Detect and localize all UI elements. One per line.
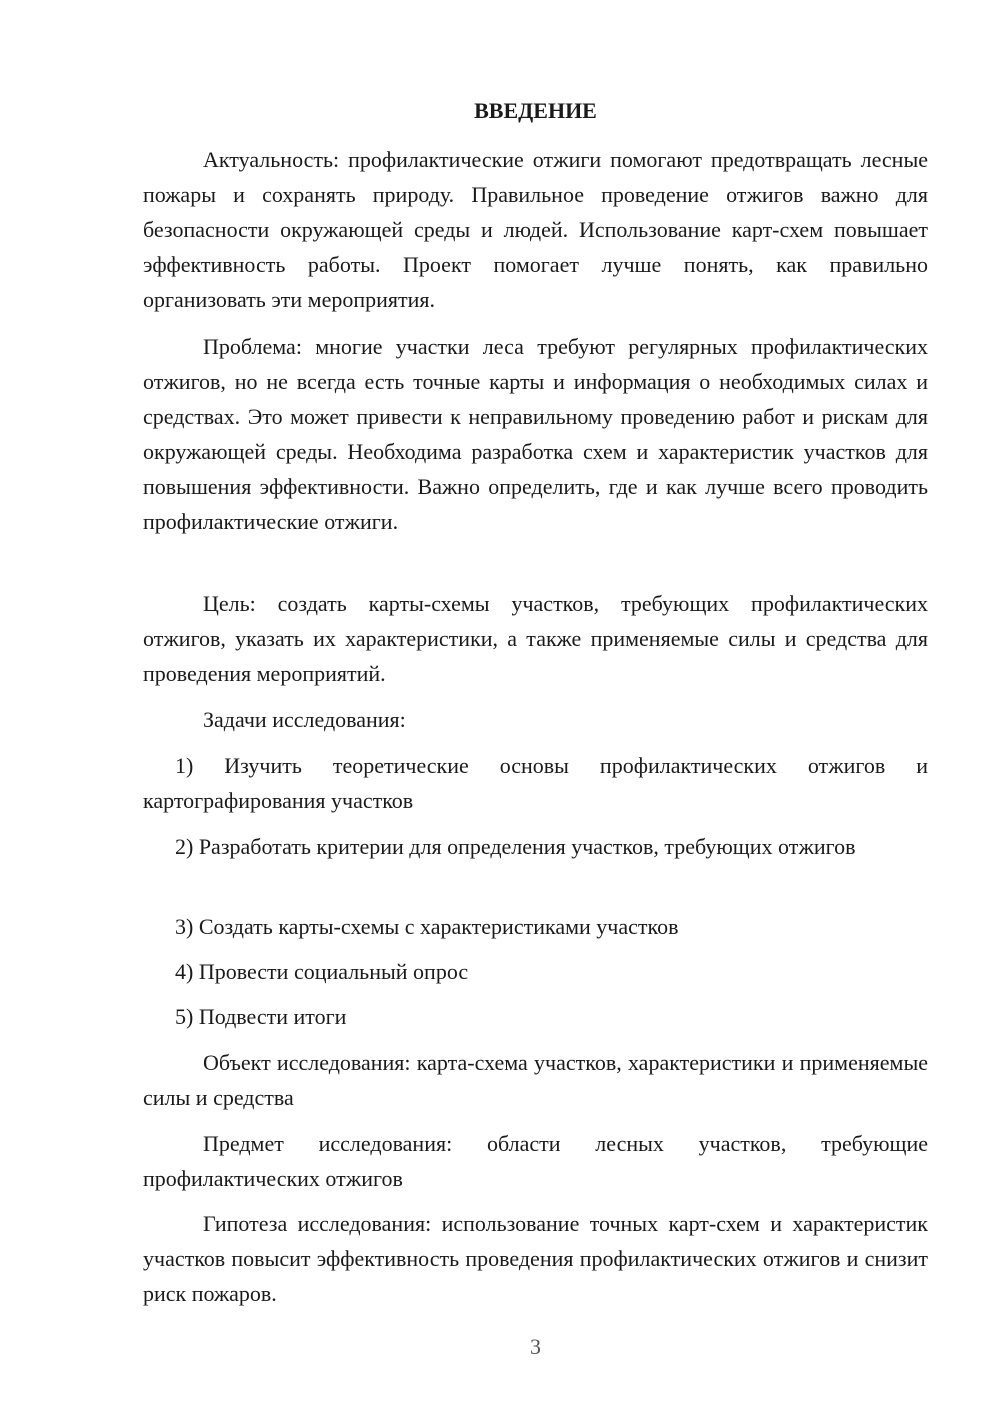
page-number: 3 (530, 1334, 541, 1359)
paragraph-subject: Предмет исследования: области лесных участков, требующие профилактических отжигов (143, 1131, 928, 1191)
task-item-3: 3) Создать карты-схемы с характеристиками участков (175, 914, 679, 939)
task-item-4: 4) Провести социальный опрос (175, 959, 469, 984)
task-item-2: 2) Разработать критерии для определения участков, требующих отжигов (175, 834, 856, 859)
paragraph-object: Объект исследования: карта-схема участков, характеристики и применяемые силы и средства (143, 1050, 928, 1110)
paragraph-hypothesis: Гипотеза исследования: использование точных карт-схем и характеристик участков повысит эффективность проведения профилактических отжигов и снизит риск пожаров. (143, 1211, 928, 1306)
paragraph-goal: Цель: создать карты-схемы участков, требующих профилактических отжигов, указать их характеристики, а также применяемые силы и средства для проведения мероприятий. (143, 591, 928, 686)
task-item-1: 1) Изучить теоретические основы профилактических отжигов и картографирования участков (143, 753, 928, 813)
tasks-title: Задачи исследования: (203, 707, 406, 732)
section-heading: ВВЕДЕНИЕ (474, 98, 597, 123)
task-item-5: 5) Подвести итоги (175, 1004, 347, 1029)
paragraph-problem: Проблема: многие участки леса требуют регулярных профилактических отжигов, но не всегда есть точные карты и информация о необходимых силах и средствах. Это может привести к неправильному проведению работ и рискам для окружающей среды. Необходима разработка схем и характеристик участков для повышения эффективности. Важно определить, где и как лучше всего проводить профилактические отжиги. (143, 334, 928, 534)
paragraph-relevance: Актуальность: профилактические отжиги помогают предотвращать лесные пожары и сохранять природу. Правильное проведение отжигов важно для безопасности окружающей среды и людей. Использование карт-схем повышает эффективность работы. Проект помогает лучше понять, как правильно организовать эти мероприятия. (143, 147, 928, 312)
